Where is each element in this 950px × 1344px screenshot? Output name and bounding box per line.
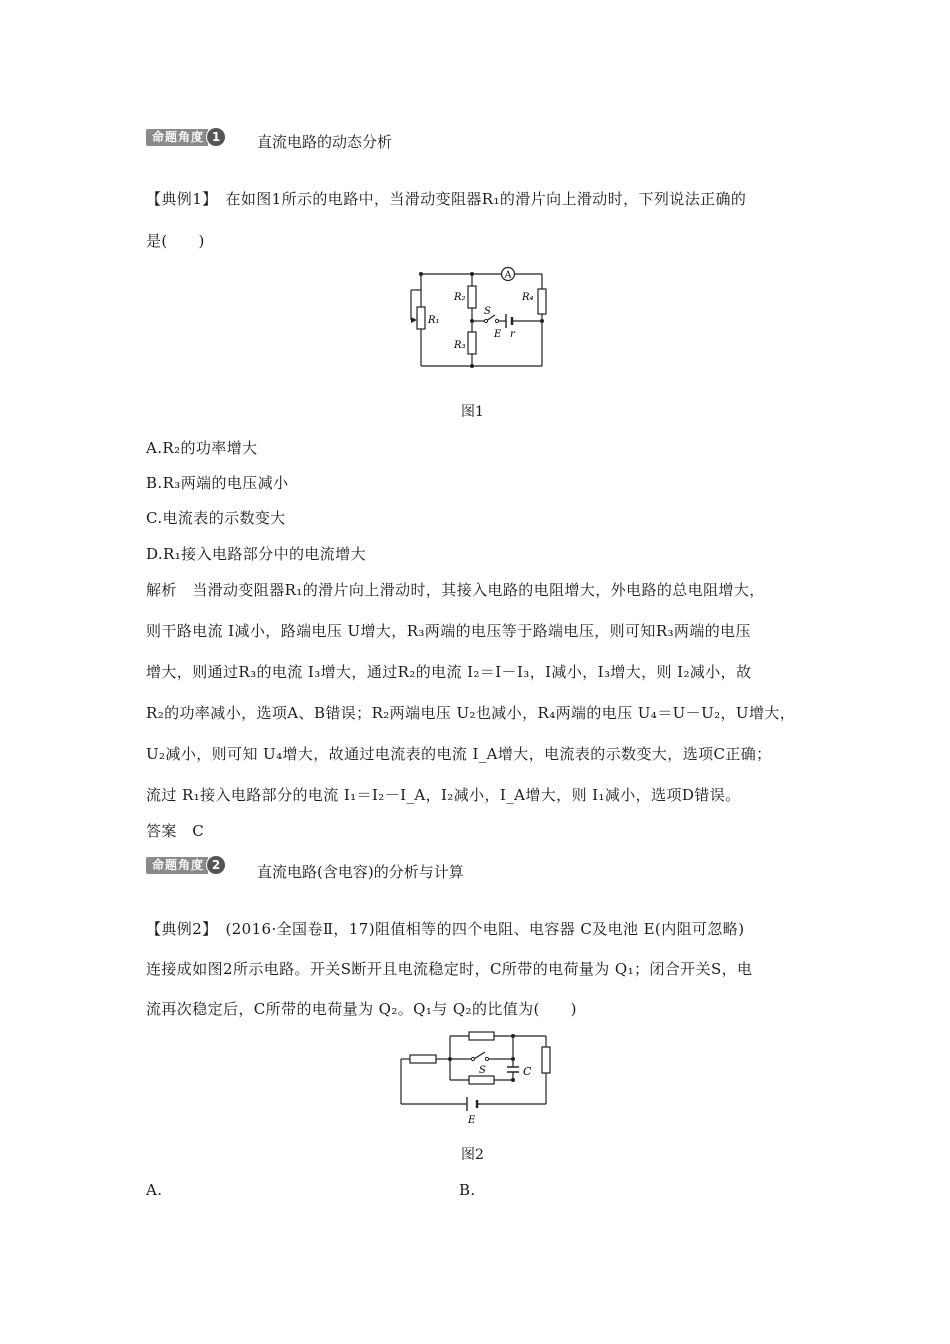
label-switch: S: [479, 1065, 486, 1076]
resistor-right: [542, 1047, 550, 1073]
figure-caption-2: 图2: [461, 1147, 484, 1163]
section-topic-1: 直流电路的动态分析: [257, 133, 393, 151]
label-emf: E: [468, 1115, 476, 1126]
example2-question-line: 连接成如图2所示电路。开关S断开且电流稳定时，C所带的电荷量为 Q₁；闭合开关S，电: [146, 960, 753, 978]
example2-question-line: 【典例2】 (2016·全国卷Ⅱ，17)阻值相等的四个电阻、电容器 C及电池 E(内阻可忽略): [146, 920, 745, 938]
resistor-r4: [538, 289, 546, 314]
badge-number: 1: [206, 127, 226, 147]
analysis-line: U₂减小，则可知 U₄增大，故通过电流表的电流 I_A增大，电流表的示数变大，选项C正确；: [146, 745, 772, 763]
label-r3: R₃: [454, 340, 466, 351]
example2-question-line: 流再次稳定后，C所带的电荷量为 Q₂。Q₁与 Q₂的比值为( ): [146, 1000, 577, 1018]
option-a: A.R₂的功率增大: [146, 439, 258, 457]
option-c: C.电流表的示数变大: [146, 509, 286, 527]
option-a: A.: [146, 1181, 163, 1199]
analysis-line: 解析 当滑动变阻器R₁的滑片向上滑动时，其接入电路的电阻增大，外电路的总电阻增大，: [146, 581, 765, 599]
resistor-top: [469, 1032, 494, 1040]
label-emf: E: [494, 329, 502, 340]
resistor-r3: [468, 332, 476, 354]
label-r2: R₂: [454, 292, 466, 303]
section-badge-2: [146, 855, 226, 875]
example1-question-line1: 【典例1】 在如图1所示的电路中，当滑动变阻器R₁的滑片向上滑动时，下列说法正确的: [146, 190, 747, 208]
section-badge-1: [146, 127, 226, 147]
resistor-r1: [417, 307, 425, 329]
label-switch: S: [484, 306, 491, 317]
option-d: D.R₁接入电路部分中的电流增大: [146, 545, 366, 563]
label-r4: R₄: [522, 292, 534, 303]
badge-number: 2: [206, 855, 226, 875]
option-b: B.R₃两端的电压减小: [146, 474, 289, 492]
circuit-figure-2: [395, 1028, 560, 1128]
slider-arrow-icon: [411, 317, 417, 323]
analysis-line: 则干路电流 I减小，路端电压 U增大，R₃两端的电压等于路端电压，则可知R₃两端的电压: [146, 622, 751, 640]
option-b: B.: [459, 1181, 476, 1199]
badge-label: 命题角度: [146, 857, 208, 874]
section-topic-2: 直流电路(含电容)的分析与计算: [257, 863, 464, 881]
resistor-r2: [468, 286, 476, 308]
answer: 答案 C: [146, 822, 205, 840]
resistor-bottom: [469, 1076, 494, 1084]
analysis-line: 增大，则通过R₃的电流 I₃增大，通过R₂的电流 I₂＝I－I₃，I减小，I₃增大，则 I₂减小，故: [146, 663, 752, 681]
ammeter-label: A: [504, 270, 512, 281]
label-internal-r: r: [510, 329, 515, 340]
analysis-line: R₂的功率减小，选项A、B错误；R₂两端电压 U₂也减小，R₄两端的电压 U₄＝U－U₂，U增大，: [146, 704, 796, 722]
label-capacitor: C: [523, 1065, 532, 1078]
circuit-figure-1: [395, 262, 565, 374]
figure-caption-1: 图1: [461, 404, 484, 420]
badge-label: 命题角度: [146, 129, 208, 146]
analysis-line: 流过 R₁接入电路部分的电流 I₁＝I₂－I_A，I₂减小，I_A增大，则 I₁减小，选项D错误。: [146, 786, 741, 804]
example1-question-line2: 是( ): [146, 232, 205, 250]
label-r1: R₁: [428, 315, 440, 326]
resistor-left: [410, 1055, 436, 1063]
